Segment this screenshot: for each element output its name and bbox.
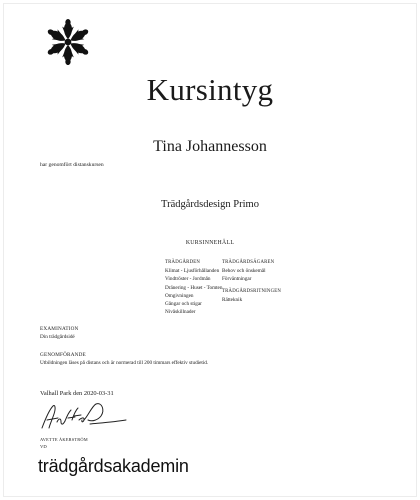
content-item: Förväntningar [222, 276, 252, 283]
content-group-heading: TRÄDGÅRDSÄGAREN [222, 260, 275, 265]
completed-text: har genomfört distanskursen [40, 162, 104, 168]
brand-logo-text: trädgårdsakademin [38, 456, 189, 476]
content-item: Omgivningen [165, 292, 194, 299]
course-name: Trädgårdsdesign Primo [161, 199, 259, 210]
content-group-heading: TRÄDGÅRDEN [165, 260, 201, 265]
examination-value: Din trädgårdsidé [40, 334, 75, 340]
content-item: Behov och önskemål [222, 268, 266, 275]
requirements-value: Utbildningen läses på distans och är normerad till 200 timmars effektiv studietid. [40, 360, 209, 366]
place-date: Valhall Park den 2020-03-31 [40, 390, 114, 397]
content-group-heading: TRÄDGÅRDSRITNINGEN [222, 288, 282, 294]
signer-name: AVETTE ÅKERSTRÖM [40, 437, 88, 442]
content-item: Nivåskillnader [165, 309, 196, 316]
content-column-right [222, 259, 281, 304]
content-item: Rätteknik [222, 296, 243, 303]
signature-image [38, 398, 130, 434]
content-item: Dränering - Huset - Tomten [165, 284, 223, 291]
student-name: Tina Johannesson [153, 138, 267, 155]
signer-role: VD [40, 444, 47, 449]
course-content-heading: KURSINNEHÅLL [185, 240, 235, 246]
requirements-heading: GENOMFÖRANDE [40, 352, 86, 358]
content-item: Vindtröster - Jordmån [165, 276, 211, 283]
content-column-left [165, 259, 222, 316]
certificate-title: Kursintyg [146, 72, 274, 107]
snowflake-logo-icon [44, 18, 92, 66]
content-item: Klimat - Ljusförhållanden [165, 268, 220, 275]
examination-heading: EXAMINATION [40, 326, 79, 332]
content-item: Gångar och stigar [165, 301, 202, 308]
